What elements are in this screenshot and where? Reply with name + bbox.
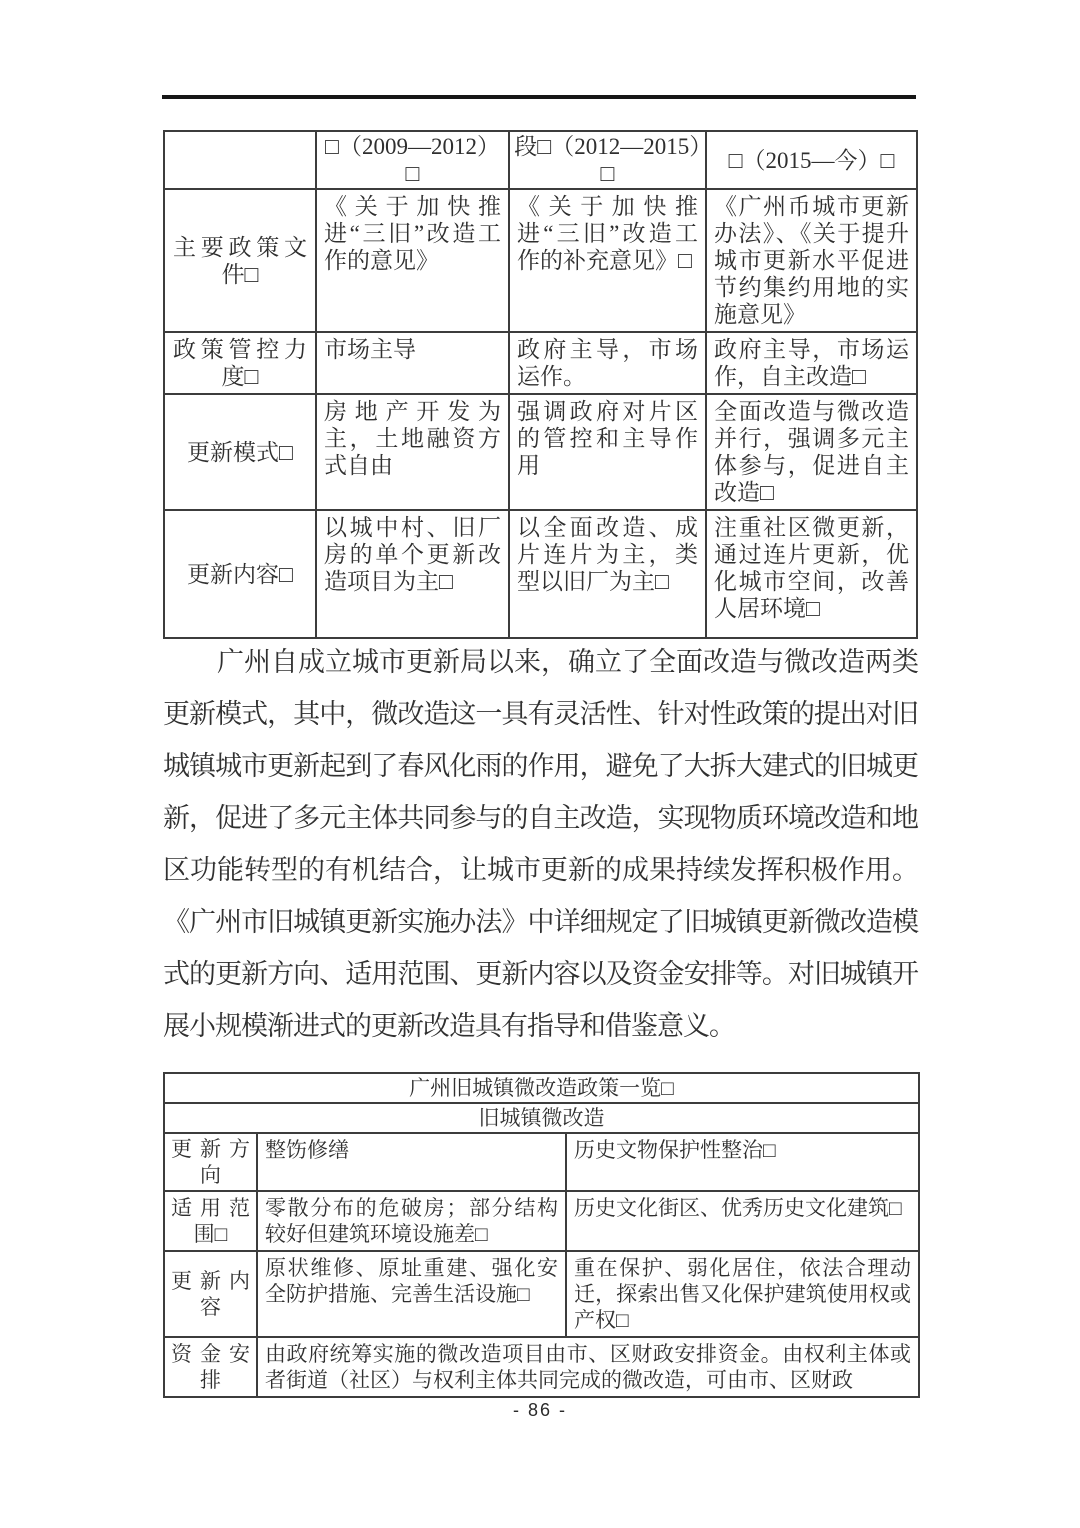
table-cell: 政府主导，市场运作。 bbox=[509, 332, 706, 394]
table-cell: 历史文化街区、优秀历史文化建筑□ bbox=[566, 1191, 919, 1251]
table-row-renewal-content bbox=[164, 510, 917, 638]
body-paragraph: 广州自成立城市更新局以来，确立了全面改造与微改造两类更新模式，其中，微改造这一具有灵活性、针对性政策的提出对旧城镇城市更新起到了春风化雨的作用，避免了大拆大建式的旧城更新，促进了多元主体共同参与的自主改造，实现物质环境改造和地区功能转型的有机结合，让城市更新的成果持续发挥积极作用。《广州市旧城镇更新实施办法》中详细规定了旧城镇更新微改造模式的更新方向、适用范围、更新内容以及资金安排等。对旧城镇开展小规模渐进式的更新改造具有指导和借鉴意义。 bbox=[163, 647, 918, 1041]
row-label-cell: 适用范围□ bbox=[164, 1191, 257, 1251]
table-cell: 全面改造与微改造并行，强调多元主体参与，促进自主改造□ bbox=[706, 394, 917, 510]
table-cell: 强调政府对片区的管控和主导作用 bbox=[509, 394, 706, 510]
table-cell: 原状维修、原址重建、强化安全防护措施、完善生活设施□ bbox=[257, 1251, 566, 1337]
row-label-cell: 更新内容 bbox=[164, 1251, 257, 1337]
row-label-cell: 主要政策文件□ bbox=[164, 189, 316, 332]
table-subtitle: 旧城镇微改造 bbox=[164, 1103, 919, 1133]
table-header-row bbox=[164, 131, 917, 189]
row-label-cell: 更新模式□ bbox=[164, 394, 316, 510]
table-row-policy-control bbox=[164, 332, 917, 394]
header-cell-stage-2009-2012: □（2009—2012）□ bbox=[316, 131, 509, 189]
table-row-applicable-scope bbox=[164, 1191, 919, 1251]
table-cell: 整饬修缮 bbox=[257, 1133, 566, 1191]
table-title: 广州旧城镇微改造政策一览□ bbox=[164, 1073, 919, 1103]
table-cell: 注重社区微更新，通过连片更新，优化城市空间，改善人居环境□ bbox=[706, 510, 917, 638]
header-rule bbox=[162, 95, 916, 99]
policy-stage-table bbox=[163, 130, 918, 639]
table-cell: 《广州币城市更新办法》、《关于提升城市更新水平促进节约集约用地的实施意见》 bbox=[706, 189, 917, 332]
row-label-cell: 资金安排 bbox=[164, 1337, 257, 1397]
table-row-renewal-mode bbox=[164, 394, 917, 510]
table-cell: 以全面改造、成片连片为主，类型以旧厂为主□ bbox=[509, 510, 706, 638]
table-cell: 《关于加快推进“三旧”改造工作的补充意见》□ bbox=[509, 189, 706, 332]
header-cell-stage-2012-2015: 段□（2012—2015）□ bbox=[509, 131, 706, 189]
header-cell-blank bbox=[164, 131, 316, 189]
page-number: - 86 - bbox=[512, 1400, 567, 1420]
table-row-funding-arrangement bbox=[164, 1337, 919, 1397]
table-cell: 由政府统筹实施的微改造项目由市、区财政安排资金。由权利主体或者街道（社区）与权利主体共同完成的微改造，可由市、区财政 bbox=[257, 1337, 919, 1397]
table-title-row bbox=[164, 1073, 919, 1103]
row-label-cell: 更新方向 bbox=[164, 1133, 257, 1191]
table-cell: 市场主导 bbox=[316, 332, 509, 394]
table-cell: 房地产开发为主，土地融资方式自由 bbox=[316, 394, 509, 510]
table-cell: 政府主导，市场运作，自主改造□ bbox=[706, 332, 917, 394]
table-cell: 历史文物保护性整治□ bbox=[566, 1133, 919, 1191]
table-cell: 重在保护、弱化居住，依法合理动迁，探索出售又化保护建筑使用权或产权□ bbox=[566, 1251, 919, 1337]
table-cell: 以城中村、旧厂房的单个更新改造项目为主□ bbox=[316, 510, 509, 638]
table-cell: 零散分布的危破房；部分结构较好但建筑环境设施差□ bbox=[257, 1191, 566, 1251]
table-row-renewal-content bbox=[164, 1251, 919, 1337]
row-label-cell: 更新内容□ bbox=[164, 510, 316, 638]
table-row-main-policy-docs bbox=[164, 189, 917, 332]
header-cell-stage-2015-now: □（2015—今）□ bbox=[706, 131, 917, 189]
micro-renovation-table bbox=[163, 1072, 920, 1398]
row-label-cell: 政策管控力度□ bbox=[164, 332, 316, 394]
table-row-renewal-direction bbox=[164, 1133, 919, 1191]
table-subtitle-row bbox=[164, 1103, 919, 1133]
table-cell: 《关于加快推进“三旧”改造工作的意见》 bbox=[316, 189, 509, 332]
